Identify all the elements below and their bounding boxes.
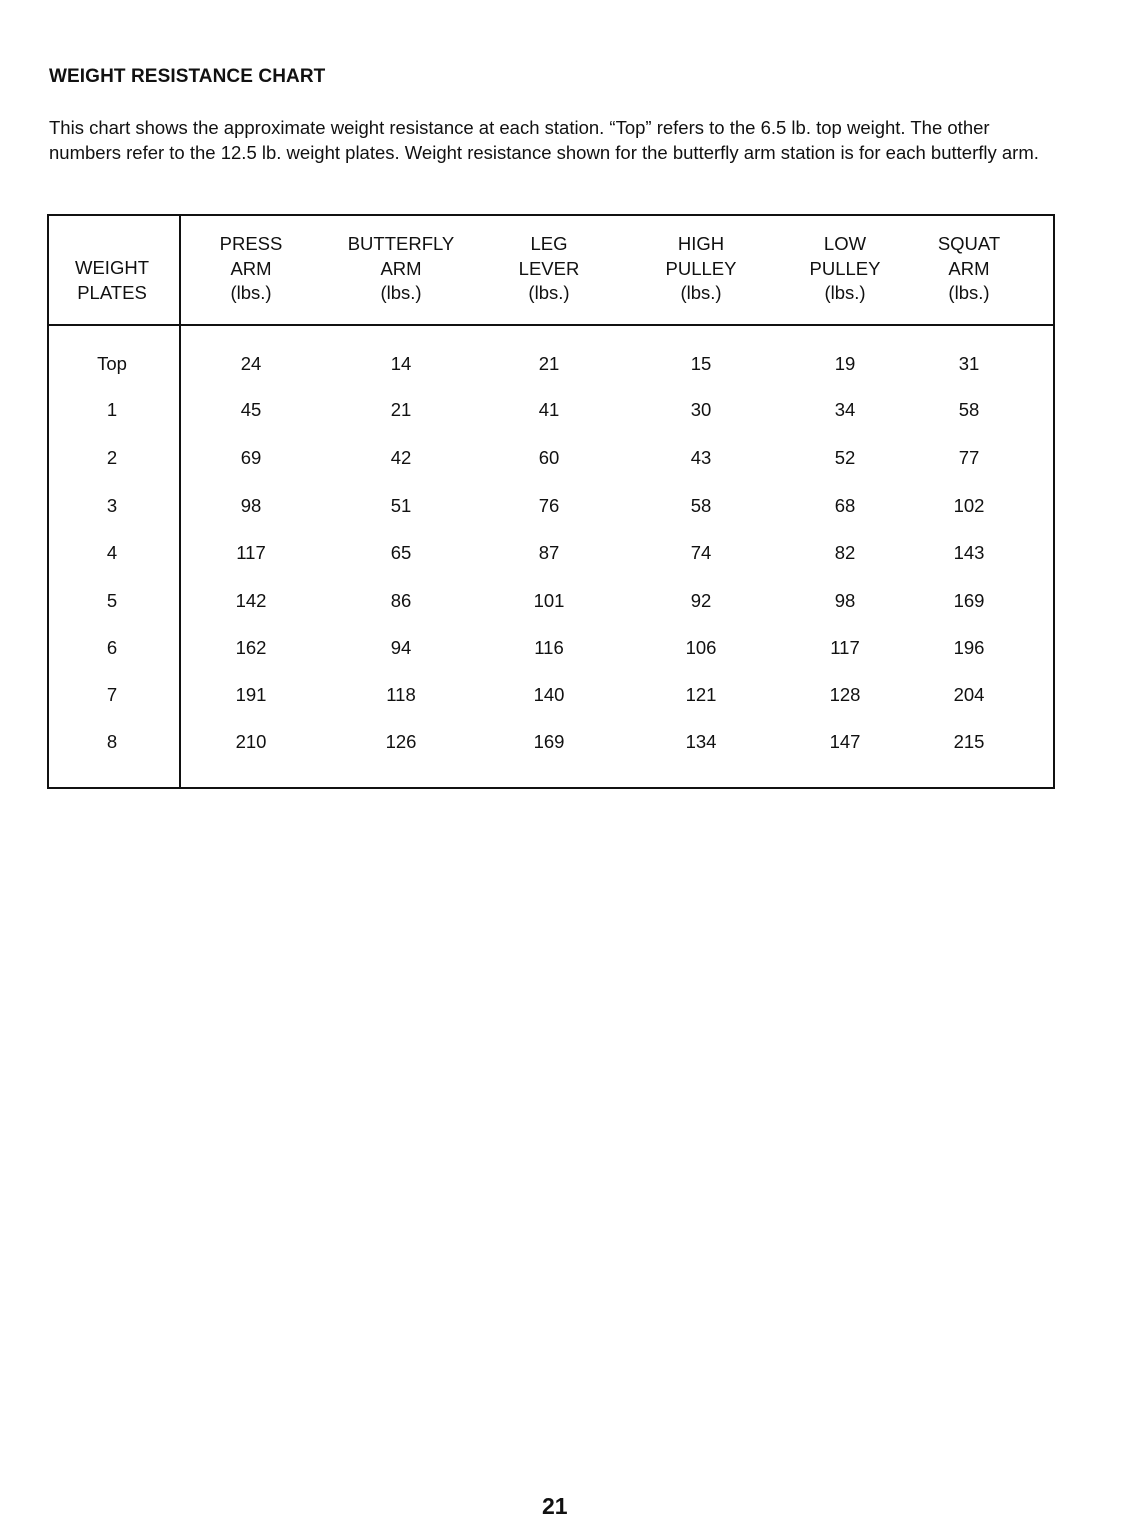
header-line: SQUAT [937, 233, 1001, 254]
resistance-cell: 121 [685, 684, 717, 705]
resistance-cell: 41 [538, 399, 560, 420]
resistance-cell: 162 [235, 637, 267, 658]
resistance-cell: 169 [953, 590, 985, 611]
resistance-cell: 52 [834, 447, 856, 468]
page-title: WEIGHT RESISTANCE CHART [49, 66, 326, 87]
page-number: 21 [542, 1493, 568, 1519]
column-header [666, 232, 737, 306]
resistance-cell: 215 [953, 731, 985, 752]
resistance-cell: 21 [390, 399, 412, 420]
column-header [220, 232, 283, 306]
resistance-cell: 31 [958, 353, 980, 374]
resistance-cell: 14 [390, 353, 412, 374]
header-line: PULLEY [665, 257, 737, 279]
resistance-cell: 142 [235, 590, 267, 611]
plates-cell: 8 [106, 731, 118, 752]
resistance-cell: 102 [953, 495, 985, 516]
header-line: ARM [380, 257, 422, 279]
resistance-cell: 86 [390, 590, 412, 611]
resistance-cell: 106 [685, 637, 717, 658]
resistance-cell: 134 [685, 731, 717, 752]
resistance-cell: 126 [385, 731, 417, 752]
plates-cell: Top [97, 353, 127, 374]
resistance-cell: 45 [240, 399, 262, 420]
header-line: WEIGHT [75, 257, 149, 278]
column-header [348, 232, 455, 306]
resistance-cell: 77 [958, 447, 980, 468]
resistance-cell: 117 [236, 542, 266, 563]
plates-cell: 3 [106, 495, 118, 516]
header-line: HIGH [677, 233, 725, 254]
header-line: ARM [948, 257, 990, 279]
resistance-cell: 210 [235, 731, 267, 752]
header-line: BUTTERFLY [347, 233, 455, 254]
weight-resistance-table [47, 214, 1055, 789]
resistance-cell: 128 [829, 684, 861, 705]
resistance-cell: 98 [834, 590, 856, 611]
resistance-cell: 42 [390, 447, 412, 468]
resistance-cell: 74 [690, 542, 712, 563]
header-divider [49, 324, 1053, 326]
column-header [938, 232, 1000, 306]
resistance-cell: 101 [533, 590, 565, 611]
resistance-cell: 147 [829, 731, 861, 752]
header-line: (lbs.) [948, 282, 990, 303]
resistance-cell: 30 [690, 399, 712, 420]
resistance-cell: 51 [390, 495, 412, 516]
resistance-cell: 58 [690, 495, 712, 516]
resistance-cell: 140 [533, 684, 565, 705]
resistance-cell: 69 [240, 447, 262, 468]
header-line: LOW [823, 233, 867, 254]
header-line: (lbs.) [680, 282, 722, 303]
header-line: LEG [530, 233, 568, 254]
resistance-cell: 92 [690, 590, 712, 611]
resistance-cell: 94 [390, 637, 412, 658]
resistance-cell: 58 [958, 399, 980, 420]
header-line: LEVER [518, 257, 580, 279]
plates-cell: 4 [106, 542, 118, 563]
resistance-cell: 204 [953, 684, 985, 705]
resistance-cell: 65 [390, 542, 412, 563]
resistance-cell: 76 [538, 495, 560, 516]
header-line: (lbs.) [380, 282, 422, 303]
column-header [810, 232, 881, 306]
header-line: ARM [230, 257, 272, 279]
header-line: (lbs.) [528, 282, 570, 303]
resistance-cell: 82 [834, 542, 856, 563]
intro-paragraph: This chart shows the approximate weight resistance at each station. “Top” refers to the 6.5 lb. top weight. The other numbers refer to the 12.5 lb. weight plates. Weight resistance shown for the butterfly arm station is for each butterfly arm. [49, 117, 1039, 163]
resistance-cell: 43 [690, 447, 712, 468]
header-line: (lbs.) [230, 282, 272, 303]
plates-cell: 7 [106, 684, 118, 705]
resistance-cell: 60 [538, 447, 560, 468]
resistance-cell: 143 [953, 542, 985, 563]
resistance-cell: 116 [534, 637, 564, 658]
resistance-cell: 15 [690, 353, 712, 374]
resistance-cell: 19 [834, 353, 856, 374]
header-line: PULLEY [809, 257, 881, 279]
resistance-cell: 169 [533, 731, 565, 752]
resistance-cell: 87 [538, 542, 560, 563]
header-line: PRESS [219, 233, 283, 254]
resistance-cell: 21 [538, 353, 560, 374]
resistance-cell: 118 [386, 684, 416, 705]
header-weight-plates [75, 256, 149, 305]
column-divider [179, 216, 181, 787]
resistance-cell: 34 [834, 399, 856, 420]
plates-cell: 6 [106, 637, 118, 658]
resistance-cell: 68 [834, 495, 856, 516]
plates-cell: 5 [106, 590, 118, 611]
resistance-cell: 24 [240, 353, 262, 374]
resistance-cell: 196 [953, 637, 985, 658]
header-line: (lbs.) [824, 282, 866, 303]
header-line: PLATES [77, 281, 147, 303]
plates-cell: 1 [106, 399, 118, 420]
column-header [519, 232, 580, 306]
resistance-cell: 117 [830, 637, 860, 658]
resistance-cell: 191 [235, 684, 267, 705]
plates-cell: 2 [106, 447, 118, 468]
resistance-cell: 98 [240, 495, 262, 516]
